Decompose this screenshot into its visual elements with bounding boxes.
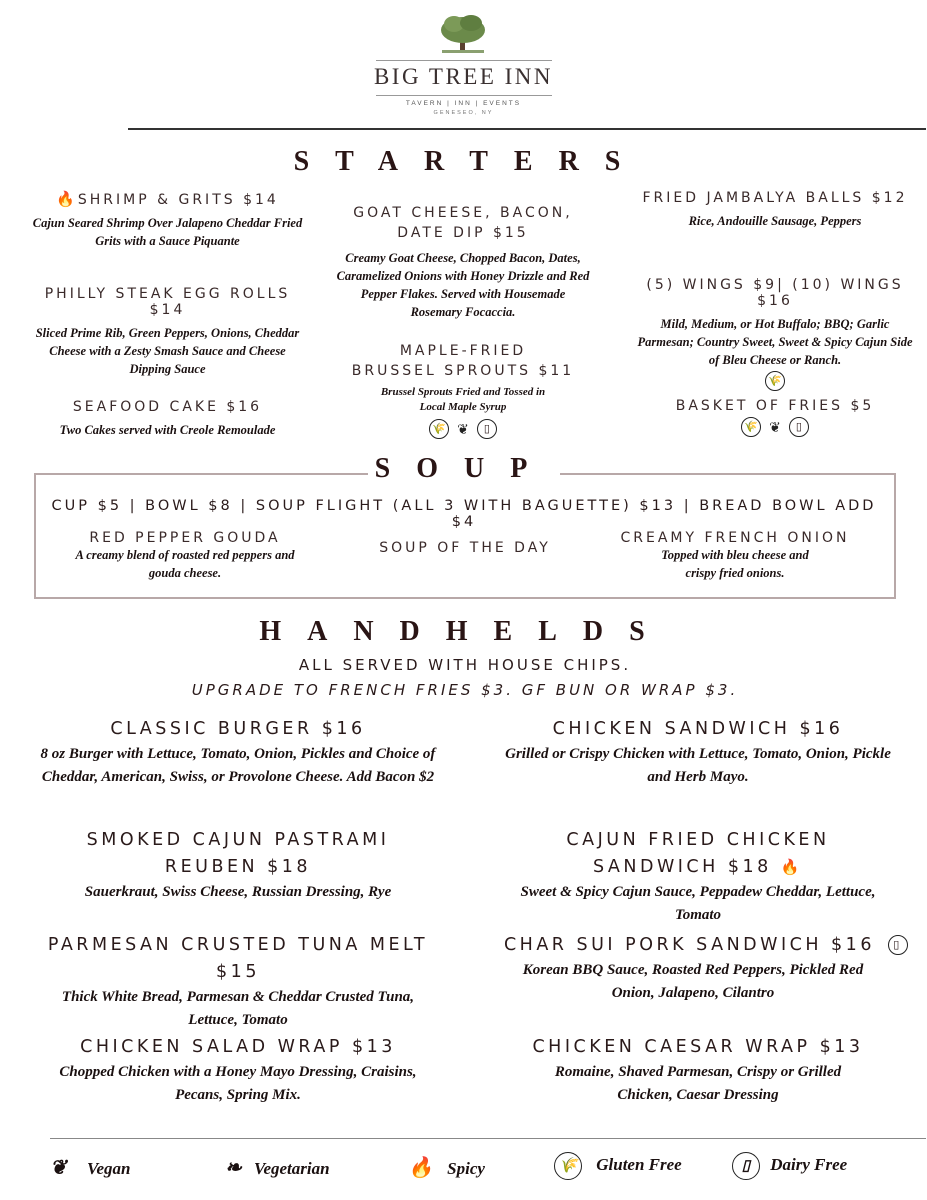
handheld-chicken-salad-wrap xyxy=(28,1034,448,1107)
item-name: SEAFOOD CAKE $16 xyxy=(72,399,263,415)
item-desc: Sweet & Spicy Cajun Sauce, Peppadew Cheddar, Lettuce, Tomato xyxy=(520,884,876,923)
starter-goat-cheese-dip xyxy=(335,203,591,321)
soup-prices: CUP $5 | BOWL $8 | SOUP FLIGHT (ALL 3 WITH BAGUETTE) $13 | BREAD BOWL ADD $4 xyxy=(51,498,877,530)
item-name: MAPLE-FRIED xyxy=(399,343,527,359)
item-desc: Two Cakes served with Creole Remoulade xyxy=(59,423,276,437)
item-desc: Korean BBQ Sauce, Roasted Red Peppers, Pickled Red Onion, Jalapeno, Cilantro xyxy=(522,962,864,1001)
vegan-icon: ❦ xyxy=(769,418,781,435)
starter-philly-egg-rolls xyxy=(30,286,305,378)
logo xyxy=(440,10,486,54)
item-desc: Cajun Seared Shrimp Over Jalapeno Cheddar Fried Grits with a Sauce Piquante xyxy=(32,216,303,248)
item-name: RED PEPPER GOUDA xyxy=(89,530,281,546)
spicy-icon: 🔥 xyxy=(408,1157,433,1179)
handheld-cajun-fried-chicken xyxy=(488,827,908,927)
item-desc: Sauerkraut, Swiss Cheese, Russian Dressing, Rye xyxy=(84,884,392,900)
item-name: (5) WINGS $9| (10) WINGS $16 xyxy=(646,277,904,309)
starter-jambalaya-balls xyxy=(635,190,915,230)
legend-label: Vegetarian xyxy=(254,1159,330,1178)
dairy-free-icon: ▯ xyxy=(888,935,908,955)
gluten-free-icon: 🌾 xyxy=(429,419,449,439)
tree-logo-icon xyxy=(440,10,486,54)
starters-title: STARTERS xyxy=(293,146,647,177)
dairy-free-icon: ▯ xyxy=(477,419,497,439)
item-name: CLASSIC BURGER $16 xyxy=(110,719,366,739)
item-desc: Rice, Andouille Sausage, Peppers xyxy=(688,214,862,228)
legend-gluten-free xyxy=(550,1152,682,1180)
gluten-free-icon: 🌾 xyxy=(765,371,785,391)
item-name: SHRIMP & GRITS $14 xyxy=(77,192,279,208)
item-name: BASKET OF FRIES $5 xyxy=(675,398,875,414)
brand-name: BIG TREE INN xyxy=(373,64,554,89)
item-name: PARMESAN CRUSTED TUNA MELT $15 xyxy=(47,935,429,982)
spicy-icon: 🔥 xyxy=(780,858,804,876)
item-desc: Romaine, Shaved Parmesan, Crispy or Grilled Chicken, Caesar Dressing xyxy=(554,1064,842,1103)
item-name: FRIED JAMBALYA BALLS $12 xyxy=(642,190,908,206)
handheld-chicken-sandwich xyxy=(488,716,908,789)
spicy-icon: 🔥 xyxy=(56,190,78,208)
vegan-icon: ❦ xyxy=(50,1157,67,1179)
legend-label: Spicy xyxy=(447,1159,485,1178)
starter-wings xyxy=(635,277,915,391)
item-desc: Mild, Medium, or Hot Buffalo; BBQ; Garlic Parmesan; Country Sweet, Sweet & Spicy Cajun Side of Bleu Cheese or Ranch. xyxy=(637,317,913,367)
handheld-chicken-caesar-wrap xyxy=(488,1034,908,1107)
legend xyxy=(50,1150,920,1184)
handhelds-title: HANDHELDS xyxy=(259,616,671,647)
item-name: SMOKED CAJUN PASTRAMI xyxy=(86,830,390,850)
item-desc: Topped with bleu cheese and crispy fried onions. xyxy=(661,548,809,580)
vegan-icon: ❦ xyxy=(457,420,469,437)
item-name: PHILLY STEAK EGG ROLLS $14 xyxy=(44,286,291,318)
legend-dairy-free xyxy=(728,1152,847,1180)
item-name: CHICKEN SALAD WRAP $13 xyxy=(80,1037,396,1057)
item-desc: Creamy Goat Cheese, Chopped Bacon, Dates, Caramelized Onions with Honey Drizzle and Red Pepper Flakes. Served with Housemade Rosemary Focaccia. xyxy=(336,251,590,319)
handhelds-upgrade: UPGRADE TO FRENCH FRIES $3. GF BUN OR WRAP $3. xyxy=(191,681,739,699)
item-name: CAJUN FRIED CHICKEN xyxy=(566,830,830,850)
legend-label: Gluten Free xyxy=(596,1154,682,1174)
item-desc: Thick White Bread, Parmesan & Cheddar Crusted Tuna, Lettuce, Tomato xyxy=(61,989,415,1028)
handhelds-subtitle: ALL SERVED WITH HOUSE CHIPS. xyxy=(298,656,632,674)
starter-seafood-cake xyxy=(30,399,305,439)
item-name: CHICKEN SANDWICH $16 xyxy=(552,719,844,739)
legend-label: Vegan xyxy=(87,1159,131,1178)
brand-location: GENESEO, NY xyxy=(433,110,494,116)
item-name-line2: REUBEN $18 xyxy=(164,857,312,877)
item-name: CREAMY FRENCH ONION xyxy=(620,530,850,546)
item-desc: A creamy blend of roasted red peppers and gouda cheese. xyxy=(75,548,295,580)
item-name: GOAT CHEESE, BACON, xyxy=(353,205,573,221)
item-name-line2: SANDWICH $18 xyxy=(592,857,772,877)
brand-tagline: TAVERN | INN | EVENTS xyxy=(405,100,522,107)
soup-of-the-day xyxy=(340,540,590,556)
legend-vegan xyxy=(50,1155,130,1180)
item-name: CHICKEN CAESAR WRAP $13 xyxy=(532,1037,864,1057)
item-desc: Sliced Prime Rib, Green Peppers, Onions, Cheddar Cheese with a Zesty Smash Sauce and Cheese Dipping Sauce xyxy=(35,326,300,376)
item-name: SOUP OF THE DAY xyxy=(379,540,551,556)
legend-spicy xyxy=(408,1155,485,1180)
starter-basket-of-fries xyxy=(635,398,915,437)
soup-title: SOUP xyxy=(368,453,560,485)
item-desc: Grilled or Crispy Chicken with Lettuce, Tomato, Onion, Pickle and Herb Mayo. xyxy=(505,746,891,785)
item-desc: 8 oz Burger with Lettuce, Tomato, Onion, Pickles and Choice of Cheddar, American, Swiss, or Provolone Cheese. Add Bacon $2 xyxy=(40,746,436,785)
legend-label: Dairy Free xyxy=(770,1154,848,1174)
handheld-tuna-melt xyxy=(28,932,448,1032)
item-desc: Brussel Sprouts Fried and Tossed in Local Maple Syrup xyxy=(380,386,546,413)
item-name: CHAR SUI PORK SANDWICH $16 xyxy=(503,935,875,955)
handheld-cajun-pastrami xyxy=(28,827,448,904)
soup-red-pepper-gouda xyxy=(60,530,310,582)
legend-vegetarian xyxy=(225,1155,330,1180)
handheld-classic-burger xyxy=(28,716,448,789)
vegetarian-icon: ❧ xyxy=(225,1157,242,1179)
dairy-free-icon: ▯ xyxy=(789,417,809,437)
gluten-free-icon: 🌾 xyxy=(741,417,761,437)
gluten-free-icon: 🌾 xyxy=(554,1152,582,1180)
starter-brussel-sprouts xyxy=(335,341,591,439)
item-desc: Chopped Chicken with a Honey Mayo Dressing, Craisins, Pecans, Spring Mix. xyxy=(59,1064,417,1103)
item-name-line2: BRUSSEL SPROUTS $11 xyxy=(351,363,575,379)
handheld-char-sui-pork xyxy=(488,932,927,1005)
item-name-line2: DATE DIP $15 xyxy=(397,225,529,241)
soup-french-onion xyxy=(610,530,860,582)
starter-shrimp-grits xyxy=(30,190,305,250)
dairy-free-icon: ▯ xyxy=(732,1152,760,1180)
